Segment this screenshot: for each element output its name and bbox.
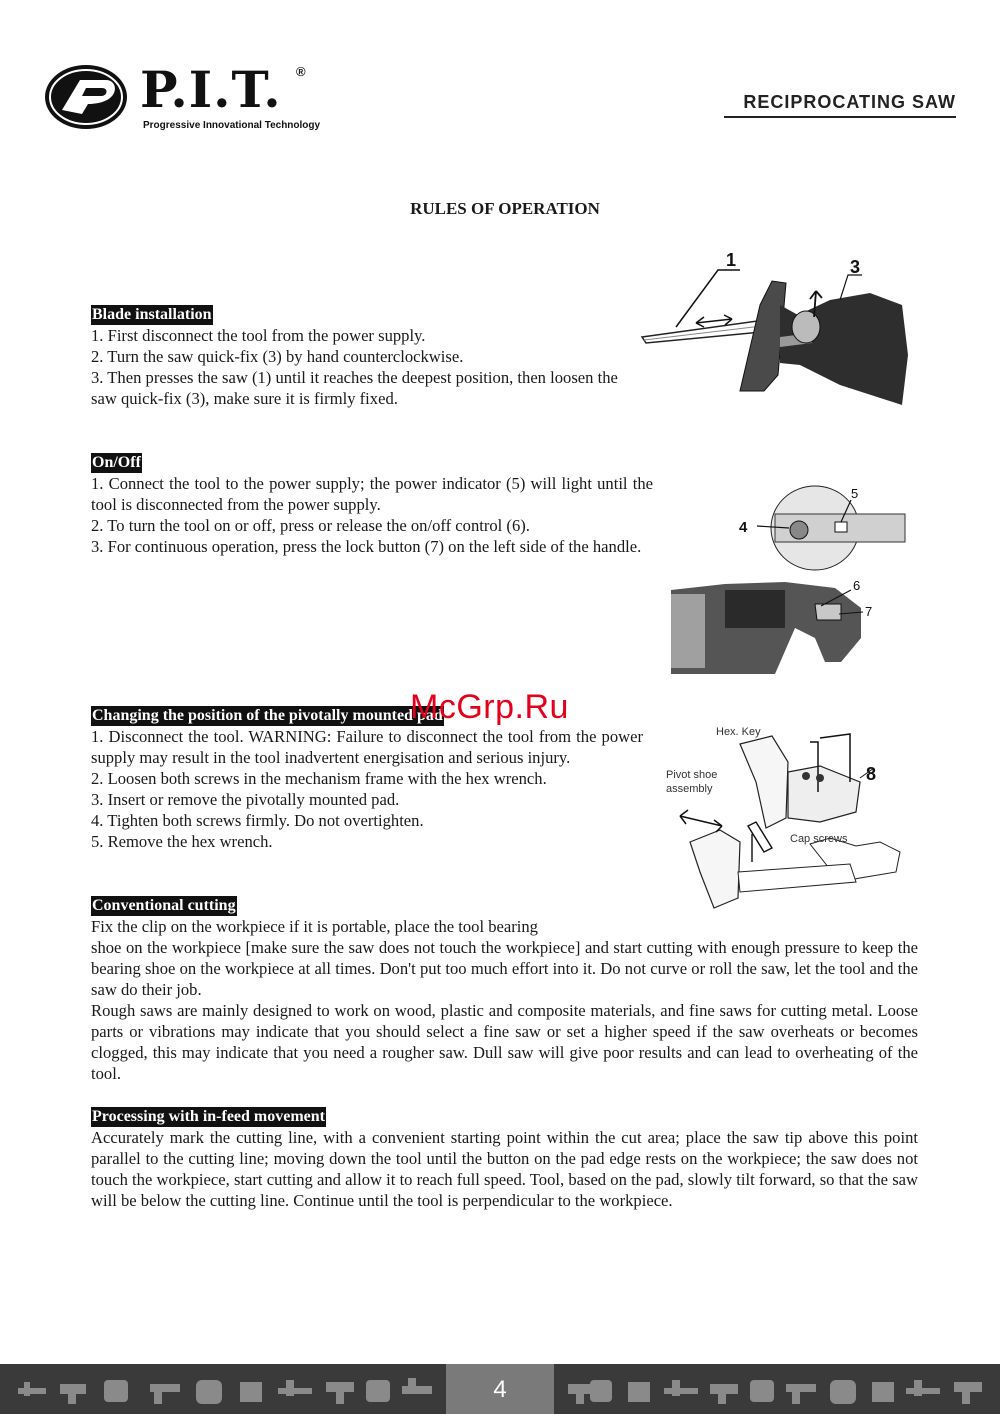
header-rule bbox=[724, 116, 956, 118]
pivot-shoe-figure bbox=[660, 722, 916, 918]
section-heading: Processing with in-feed movement bbox=[92, 1108, 325, 1125]
paragraph-line: 3. For continuous operation, press the lock button (7) on the left side of the handle. bbox=[91, 537, 642, 556]
figure-label: Hex. Key bbox=[716, 726, 761, 738]
page-title: RULES OF OPERATION bbox=[410, 199, 600, 218]
figure-label: assembly bbox=[666, 783, 713, 795]
tool-icons-strip-right bbox=[554, 1372, 1000, 1408]
paragraph-line: Accurately mark the cutting line, with a convenient starting point within the cut area; place the saw tip above this point parallel to the cutting line; moving down the tool until the button on the pad edge rests on the workpiece; the saw does not touch the workpiece, start cutting and allow it to reach full speed. Tool, based on the pad, slowly tilt forward, so that the saw will be below the cutting line. Continue until the tool is perpendicular to the workpiece. bbox=[91, 1128, 918, 1210]
section-conventional-cutting bbox=[91, 896, 918, 1084]
paragraph-line: 2. To turn the tool on or off, press or release the on/off control (6). bbox=[91, 516, 530, 535]
brand-name: P.I.T. bbox=[140, 60, 282, 119]
pit-logo-icon bbox=[42, 62, 130, 132]
paragraph-line: 3. Then presses the saw (1) until it reaches the deepest position, then loosen the saw quick-fix (3), make sure it is firmly fixed. bbox=[91, 368, 618, 408]
section-heading: Changing the position of the pivotally mounted pad bbox=[92, 707, 443, 724]
paragraph-line: 1. Connect the tool to the power supply; the power indicator (5) will light until the tool is disconnected from the power supply. bbox=[91, 474, 653, 514]
section-infeed-movement bbox=[91, 1107, 918, 1211]
tool-icons-strip-left bbox=[0, 1372, 446, 1408]
figure-label: Cap screws bbox=[790, 833, 848, 845]
paragraph-line: 3. Insert or remove the pivotally mounted pad. bbox=[91, 790, 400, 809]
paragraph-line: 1. Disconnect the tool. WARNING: Failure to disconnect the tool from the power supply may result in the tool inadvertent energisation and serious injury. bbox=[91, 727, 643, 767]
paragraph-line: Rough saws are mainly designed to work on wood, plastic and composite materials, and fine saws for cutting metal. Loose parts or vibrations may indicate that you should select a fine saw or set a higher speed if the saw overheats or becomes clogged, this may indicate that you need a rougher saw. Dull saw will give poor results and can lead to overheating of the tool. bbox=[91, 1001, 918, 1083]
figure-label: 1 bbox=[726, 250, 737, 270]
section-heading: Blade installation bbox=[92, 306, 212, 323]
blade-installation-figure bbox=[640, 245, 912, 415]
paragraph-line: shoe on the workpiece [make sure the saw does not touch the workpiece] and start cutting with enough pressure to keep the bearing shoe on the workpiece at all times. Don't put too much effort into it. Do not curve or roll the saw, let the tool and the saw do their job. bbox=[91, 938, 918, 999]
document-title: RECIPROCATING SAW bbox=[743, 92, 956, 112]
page-number: 4 bbox=[493, 1376, 507, 1403]
figure-label: 7 bbox=[865, 604, 873, 619]
section-pivot-pad bbox=[91, 706, 643, 852]
paragraph-line: 2. Loosen both screws in the mechanism frame with the hex wrench. bbox=[91, 769, 547, 788]
paragraph-line: Fix the clip on the workpiece if it is portable, place the tool bearing bbox=[91, 917, 538, 936]
on-off-figure bbox=[665, 478, 915, 682]
section-heading: On/Off bbox=[92, 454, 141, 471]
figure-label: 8 bbox=[866, 764, 877, 784]
section-on-off bbox=[91, 453, 653, 557]
brand-tagline: Progressive Innovational Technology bbox=[143, 120, 321, 131]
figure-label: Pivot shoe bbox=[666, 769, 718, 781]
section-heading: Conventional cutting bbox=[92, 897, 236, 914]
paragraph-line: 2. Turn the saw quick-fix (3) by hand counterclockwise. bbox=[91, 347, 464, 366]
section-blade-installation bbox=[91, 305, 651, 409]
paragraph-line: 5. Remove the hex wrench. bbox=[91, 832, 273, 851]
paragraph-line: 1. First disconnect the tool from the power supply. bbox=[91, 326, 426, 345]
figure-label: 5 bbox=[851, 486, 859, 501]
figure-label: 4 bbox=[739, 519, 748, 536]
figure-label: 6 bbox=[853, 578, 861, 593]
registered-mark: ® bbox=[296, 64, 306, 79]
watermark: McGrp.Ru bbox=[410, 688, 569, 726]
paragraph-line: 4. Tighten both screws firmly. Do not overtighten. bbox=[91, 811, 424, 830]
figure-label: 3 bbox=[850, 257, 861, 277]
